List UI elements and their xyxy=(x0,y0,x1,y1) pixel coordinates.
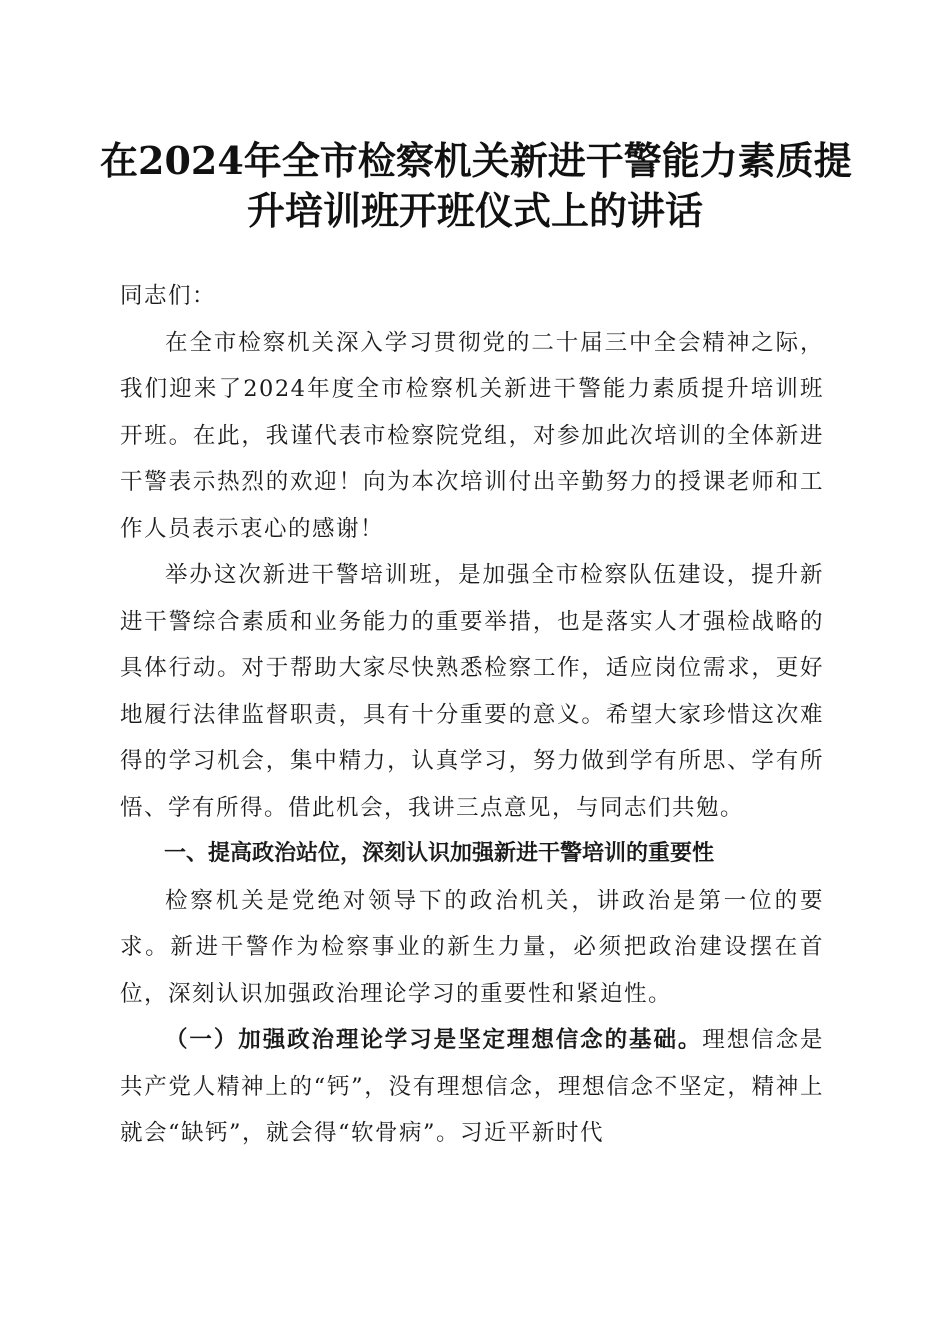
document-title xyxy=(100,136,850,236)
title-line-2: 升培训班开班仪式上的讲话 xyxy=(246,188,703,233)
section-heading-1: 一、提高政治站位，深刻认识加强新进干警培训的重要性 xyxy=(164,841,715,866)
subsection-1 xyxy=(120,1017,824,1157)
document-body xyxy=(120,273,824,1157)
title-line-1: 在2024年全市检察机关新进干警能力素质提 xyxy=(100,138,852,183)
paragraph-2: 举办这次新进干警培训班，是加强全市检察队伍建设，提升新进干警综合素质和业务能力的重要举措，也是落实人才强检战略的具体行动。对于帮助大家尽快熟悉检察工作，适应岗位需求，更好地履行法律监督职责，具有十分重要的意义。希望大家珍惜这次难得的学习机会，集中精力，认真学习，努力做到学有所思、学有所悟、学有所得。借此机会，我讲三点意见，与同志们共勉。 xyxy=(120,562,824,821)
paragraph-3: 检察机关是党绝对领导下的政治机关，讲政治是第一位的要求。新进干警作为检察事业的新生力量，必须把政治建设摆在首位，深刻认识加强政治理论学习的重要性和紧迫性。 xyxy=(120,887,824,1007)
salutation: 同志们： xyxy=(120,283,217,309)
subsection-1-heading: （一）加强政治理论学习是坚定理想信念的基础。 xyxy=(165,1027,703,1053)
subsection-1-text: 理想信念是共产党人精神上的“钙”，没有理想信念，理想信念不坚定，精神上就会“缺钙”，就会得“软骨病”。习近平新时代 xyxy=(120,1027,824,1146)
paragraph-1: 在全市检察机关深入学习贯彻党的二十届三中全会精神之际，我们迎来了2024年度全市检察机关新进干警能力素质提升培训班开班。在此，我谨代表市检察院党组，对参加此次培训的全体新进干警表示热烈的欢迎！向为本次培训付出辛勤努力的授课老师和工作人员表示衷心的感谢！ xyxy=(120,329,824,542)
